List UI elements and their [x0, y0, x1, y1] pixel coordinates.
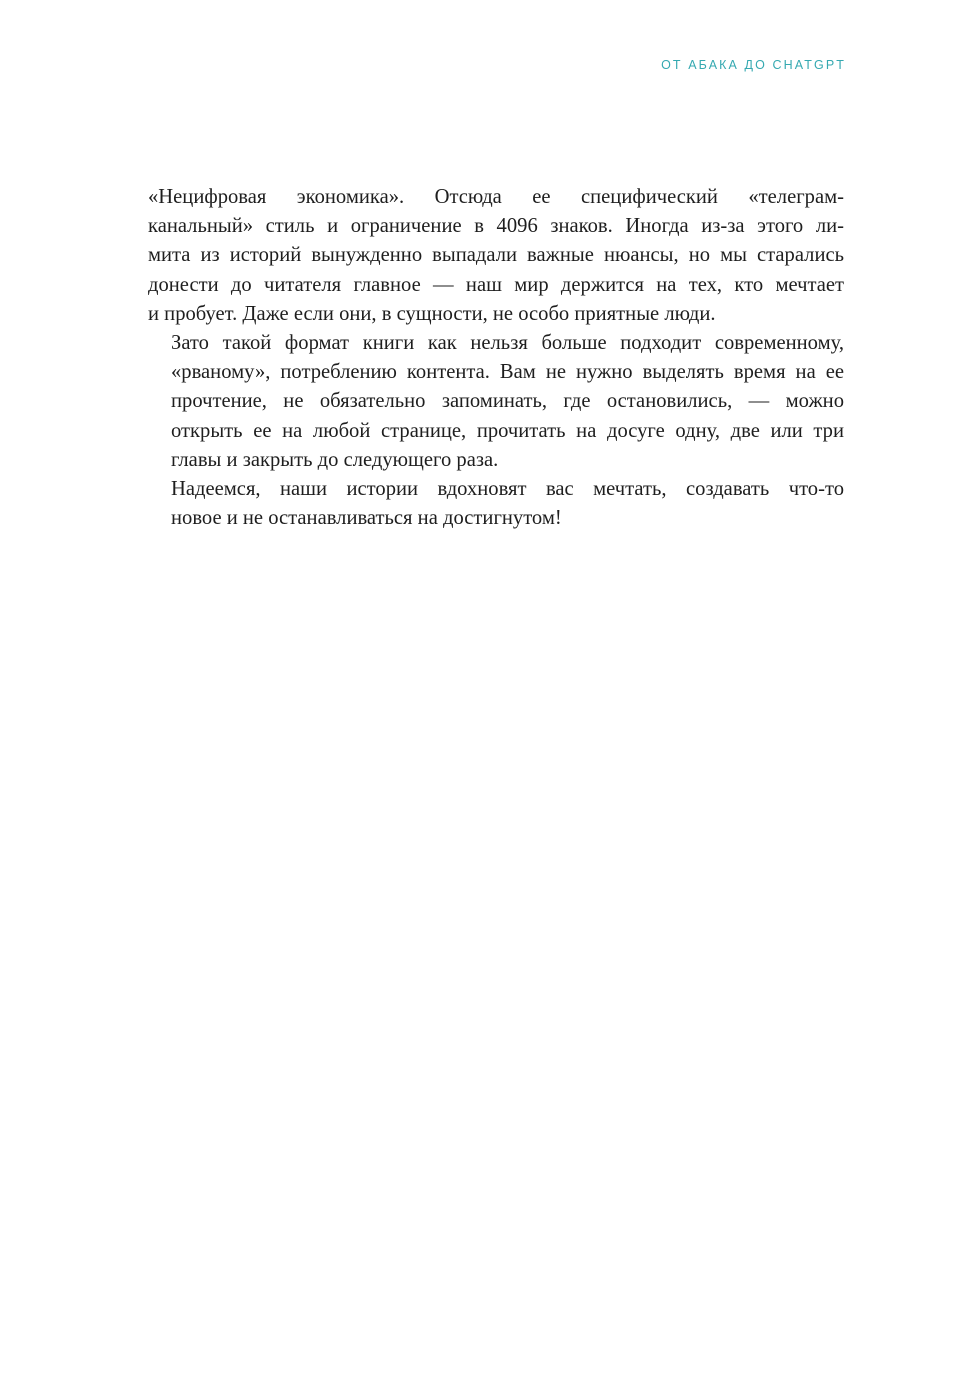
text-line: Зато такой формат книги как нельзя больше подходит современному, [171, 332, 844, 355]
text-line: канальный» стиль и ограничение в 4096 знаков. Иногда из-за этого ли- [148, 215, 844, 238]
text-line: донести до читателя главное — наш мир держится на тех, кто мечтает [148, 273, 844, 296]
running-header: ОТ АБАКА ДО CHATGPT [661, 58, 846, 72]
text-line: Надеемся, наши истории вдохновят вас мечтать, создавать что-то [171, 478, 844, 501]
text-line: прочтение, не обязательно запоминать, где остановились, — можно [171, 390, 844, 413]
text-line: мита из историй вынужденно выпадали важные нюансы, но мы старались [148, 244, 844, 267]
page-body-text [148, 183, 844, 533]
text-line: «Нецифровая экономика». Отсюда ее специфический «телеграм- [148, 186, 844, 208]
text-line: «рваному», потреблению контента. Вам не нужно выделять время на ее [171, 361, 844, 384]
text-line: открыть ее на любой странице, прочитать на досуге одну, две или три [171, 419, 844, 442]
text-line: и пробует. Даже если они, в сущности, не особо приятные люди. [148, 302, 716, 325]
text-line: новое и не останавливаться на достигнутом! [171, 507, 562, 530]
paragraph-3 [148, 475, 844, 533]
paragraph-1 [148, 183, 844, 329]
text-line: главы и закрыть до следующего раза. [171, 448, 499, 471]
paragraph-2 [148, 329, 844, 475]
